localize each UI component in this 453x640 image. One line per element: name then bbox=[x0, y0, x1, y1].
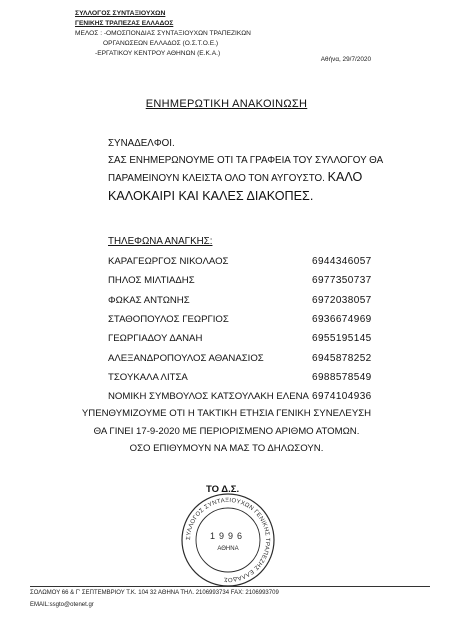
footer-divider bbox=[30, 586, 430, 587]
document-date: Αθήνα, 29/7/2020 bbox=[320, 56, 371, 63]
contact-name: ΑΛΕΞΑΝΔΡΟΠΟΥΛΟΣ ΑΘΑΝΑΣΙΟΣ bbox=[108, 352, 264, 364]
greeting: ΣΥΝΑΔΕΛΦΟΙ. bbox=[108, 138, 175, 149]
reminder-line-1: ΥΠΕΝΘΥΜΙΖΟΥΜΕ ΟΤΙ Η ΤΑΚΤΙΚΗ ΕΤΗΣΙΑ ΓΕΝΙΚΗ ΣΥΝΕΛΕΥΣΗ bbox=[81, 408, 372, 419]
contact-name: ΚΑΡΑΓΕΩΡΓΟΣ ΝΙΚΟΛΑΟΣ bbox=[108, 256, 229, 268]
body-line-2-text: ΠΑΡΑΜΕΙΝΟΥΝ ΚΛΕΙΣΤΑ ΟΛΟ ΤΟΝ ΑΥΓΟΥΣΤΟ. bbox=[108, 173, 328, 184]
body-line-1: ΣΑΣ ΕΝΗΜΕΡΩΝΟΥΜΕ ΟΤΙ ΤΑ ΓΡΑΦΕΙΑ ΤΟΥ ΣΥΛΛΟΓΟΥ ΘΑ bbox=[108, 155, 384, 166]
body-line-3: ΚΑΛΟΚΑΙΡΙ ΚΑΙ ΚΑΛΕΣ ΔΙΑΚΟΠΕΣ. bbox=[108, 189, 314, 203]
contact-name: ΦΩΚΑΣ ΑΝΤΩΝΗΣ bbox=[108, 294, 190, 306]
letterhead-sub: ΓΕΝΙΚΗΣ ΤΡΑΠΕΖΑΣ ΕΛΛΑΔΟΣ bbox=[75, 20, 174, 27]
reminder-line-3: ΟΣΟ ΕΠΙΘΥΜΟΥΝ ΝΑ ΜΑΣ ΤΟ ΔΗΛΩΣΟΥΝ. bbox=[129, 443, 324, 454]
contact-number: 6936674969 bbox=[312, 314, 372, 326]
contact-number: 6944346057 bbox=[312, 256, 372, 268]
letterhead-member-line: ΜΕΛΟΣ : -ΟΜΟΣΠΟΝΔΙΑΣ ΣΥΝΤΑΞΙΟΥΧΩΝ ΤΡΑΠΕΖΙΚΩΝ bbox=[75, 30, 251, 37]
body-line-2 bbox=[108, 169, 418, 187]
contact-number: 6977350737 bbox=[312, 275, 372, 287]
contact-number: 6955195145 bbox=[312, 333, 372, 345]
contact-name: ΣΤΑΘΟΠΟΥΛΟΣ ΓΕΩΡΓΙΟΣ bbox=[108, 314, 229, 326]
contact-number: 6988578549 bbox=[312, 371, 372, 383]
letterhead bbox=[75, 9, 251, 59]
contact-name: ΝΟΜΙΚΗ ΣΥΜΒΟΥΛΟΣ ΚΑΤΣΟΥΛΑΚΗ ΕΛΕΝΑ bbox=[108, 391, 309, 403]
contact-name: ΤΣΟΥΚΑΛΑ ΛΙΤΣΑ bbox=[108, 371, 188, 383]
contact-number: 6974104936 bbox=[312, 391, 372, 403]
phones-list bbox=[108, 252, 398, 406]
contact-number: 6972038057 bbox=[312, 294, 372, 306]
board-signature: ΤΟ Δ.Σ. bbox=[206, 484, 240, 495]
letterhead-member-line-2: ΟΡΓΑΝΩΣΕΩΝ ΕΛΛΑΔΟΣ (Ο.Σ.Τ.Ο.Ε.) bbox=[103, 40, 219, 47]
footer bbox=[30, 586, 430, 614]
phone-row bbox=[108, 252, 398, 271]
phones-heading: ΤΗΛΕΦΩΝΑ ΑΝΑΓΚΗΣ: bbox=[108, 236, 213, 247]
stamp-ring-text: ΣΥΛΛΟΓΟΣ ΣΥΝΤΑΞΙΟΥΧΩΝ ΓΕΝΙΚΗΣ ΤΡΑΠΕΖΗΣ ΕΛΛΑΔΟΣ bbox=[185, 497, 271, 583]
contact-number: 6945878252 bbox=[312, 352, 372, 364]
contact-name: ΓΕΩΡΓΙΑΔΟΥ ΔΑΝΑΗ bbox=[108, 333, 203, 345]
stamp-city: ΑΘΗΝΑ bbox=[217, 546, 239, 552]
phone-row bbox=[108, 329, 398, 348]
reminder-line-2: ΘΑ ΓΙΝΕΙ 17-9-2020 ΜΕ ΠΕΡΙΟΡΙΣΜΕΝΟ ΑΡΙΘΜΟ ΑΤΟΜΩΝ. bbox=[93, 425, 360, 437]
phone-row bbox=[108, 310, 398, 329]
stamp-year: 1996 bbox=[209, 531, 247, 541]
announcement-body bbox=[108, 135, 418, 206]
association-stamp bbox=[178, 490, 278, 590]
footer-address: ΣΟΛΩΜΟΥ 66 & Γ' ΣΕΠΤΕΜΒΡΙΟΥ Τ.Κ. 104 32 ΑΘΗΝΑ ΤΗΛ. 2106993734 FAX: 2106993709 bbox=[30, 590, 279, 596]
announcement-title bbox=[0, 98, 453, 110]
letterhead-member-line-3: -ΕΡΓΑΤΙΚΟΥ ΚΕΝΤΡΟΥ ΑΘΗΝΩΝ (Ε.Κ.Α.) bbox=[95, 50, 221, 57]
letterhead-org: ΣΥΛΛΟΓΟΣ ΣΥΝΤΑΞΙΟΥΧΩΝ bbox=[75, 10, 166, 17]
announcement-title-text: ΕΝΗΜΕΡΩΤΙΚΗ ΑΝΑΚΟΙΝΩΣΗ bbox=[145, 98, 308, 110]
phone-row bbox=[108, 348, 398, 367]
contact-name: ΠΗΛΟΣ ΜΙΛΤΙΑΔΗΣ bbox=[108, 275, 195, 287]
footer-email: EMAIL:ssgto@otenet.gr bbox=[30, 602, 94, 608]
phone-row bbox=[108, 291, 398, 310]
phone-row bbox=[108, 387, 398, 406]
phone-row bbox=[108, 368, 398, 387]
body-line-2-big: ΚΑΛΟ bbox=[327, 170, 363, 184]
assembly-reminder bbox=[0, 405, 453, 458]
phone-row bbox=[108, 271, 398, 290]
